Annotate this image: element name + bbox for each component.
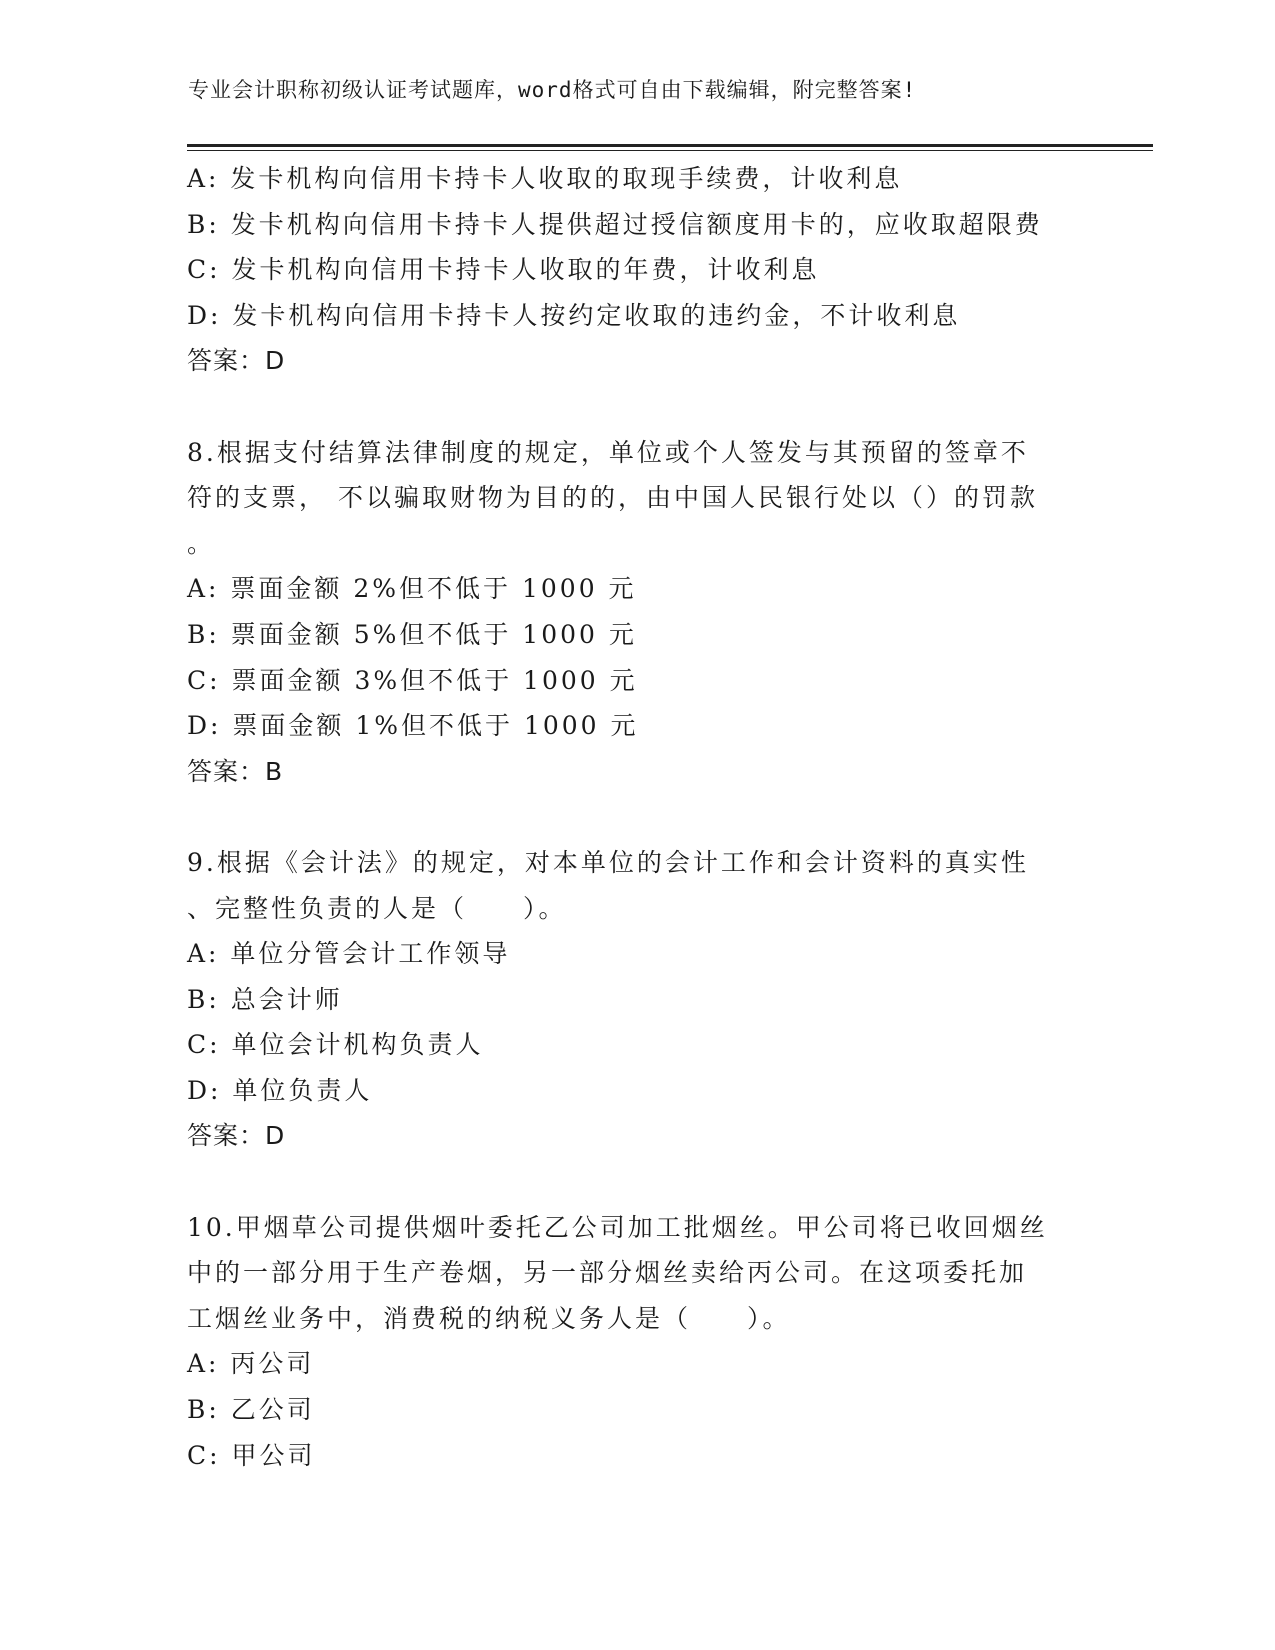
- option-c: C: 票面金额 3%但不低于 1000 元: [187, 665, 638, 695]
- question-stem-line: 符的支票， 不以骗取财物为目的的，由中国人民银行处以（）的罚款: [187, 483, 1038, 513]
- option-b: B: 发卡机构向信用卡持卡人提供超过授信额度用卡的，应收取超限费: [187, 209, 1043, 239]
- answer: 答案：B: [187, 756, 284, 786]
- option-b: B: 乙公司: [187, 1395, 315, 1425]
- question-stem-line: 工烟丝业务中，消费税的纳税义务人是（ ）。: [187, 1303, 791, 1333]
- document-body: [187, 156, 1087, 1478]
- question-stem-line: 。: [187, 528, 216, 558]
- header-rule-thick: [187, 144, 1153, 147]
- header-rule-thin: [187, 150, 1153, 151]
- option-b: B: 总会计师: [187, 984, 343, 1014]
- option-a: A: 单位分管会计工作领导: [187, 939, 511, 969]
- answer: 答案：D: [187, 346, 286, 376]
- option-a: A: 丙公司: [187, 1349, 315, 1379]
- page-header: 专业会计职称初级认证考试题库，word格式可自由下载编辑，附完整答案!: [188, 78, 917, 102]
- question-stem-line: 8.根据支付结算法律制度的规定，单位或个人签发与其预留的签章不: [187, 437, 1029, 467]
- option-b: B: 票面金额 5%但不低于 1000 元: [187, 619, 637, 649]
- question-stem-line: 中的一部分用于生产卷烟，另一部分烟丝卖给丙公司。在这项委托加: [187, 1258, 1028, 1288]
- option-a: A: 发卡机构向信用卡持卡人收取的取现手续费，计收利息: [187, 164, 903, 193]
- option-c: C: 甲公司: [187, 1440, 316, 1470]
- question-9: [187, 840, 1087, 1159]
- option-a: A: 票面金额 2%但不低于 1000 元: [187, 574, 637, 604]
- question-10: [187, 1205, 1087, 1479]
- question-stem-line: 、完整性负责的人是（ ）。: [187, 893, 567, 923]
- answer: 答案：D: [187, 1121, 286, 1151]
- option-d: D: 单位负责人: [187, 1075, 373, 1105]
- option-c: C: 单位会计机构负责人: [187, 1030, 484, 1060]
- question-stem-line: 10.甲烟草公司提供烟叶委托乙公司加工批烟丝。甲公司将已收回烟丝: [187, 1212, 1048, 1242]
- option-d: D: 票面金额 1%但不低于 1000 元: [187, 711, 639, 741]
- question-7: [187, 156, 1087, 384]
- question-stem-line: 9.根据《会计法》的规定，对本单位的会计工作和会计资料的真实性: [187, 847, 1029, 877]
- question-8: [187, 430, 1087, 795]
- option-c: C: 发卡机构向信用卡持卡人收取的年费，计收利息: [187, 255, 820, 285]
- option-d: D: 发卡机构向信用卡持卡人按约定收取的违约金，不计收利息: [187, 300, 961, 330]
